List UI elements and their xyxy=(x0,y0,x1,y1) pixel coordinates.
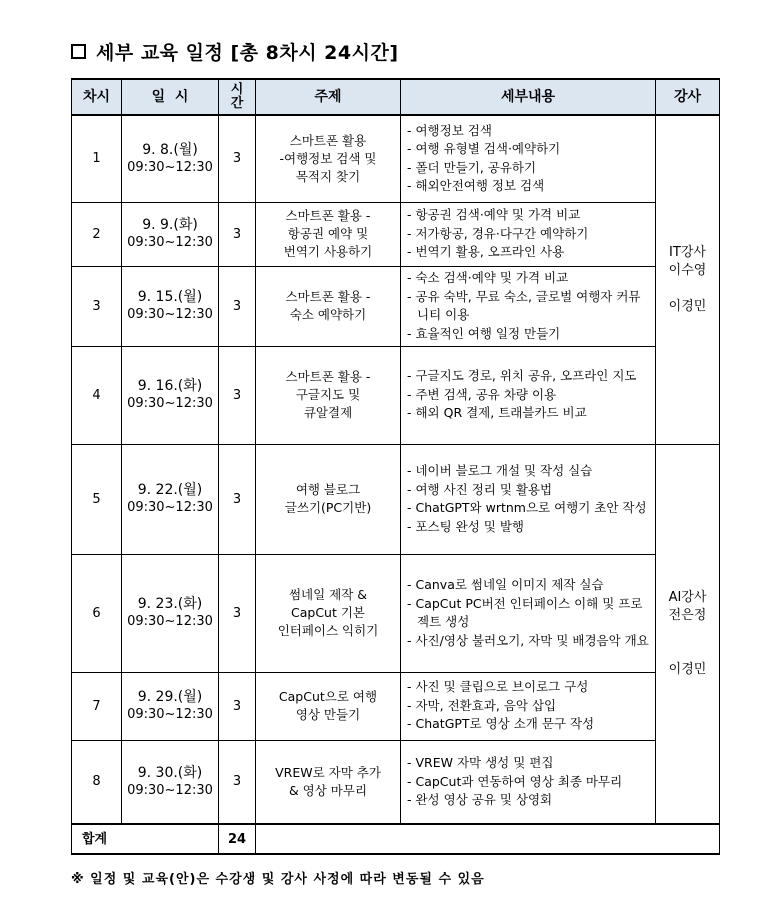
session-cell: 1 xyxy=(72,115,122,202)
session-cell: 5 xyxy=(72,444,122,554)
topic-cell xyxy=(256,202,401,266)
hours-cell: 3 xyxy=(219,266,256,346)
detail-cell xyxy=(401,554,656,672)
topic-cell xyxy=(256,672,401,740)
time-text: 09:30~12:30 xyxy=(127,614,213,629)
instructor-role: IT강사 xyxy=(669,244,706,260)
date-cell xyxy=(122,554,219,672)
hours-cell: 3 xyxy=(219,202,256,266)
instructor-name: 전은정 xyxy=(668,607,707,623)
instructor-cell-group2 xyxy=(656,444,720,824)
page-title-text: 세부 교육 일정 [총 8차시 24시간] xyxy=(96,41,399,64)
topic-line: & 영상 마무리 xyxy=(288,782,368,798)
topic-line: 숙소 예약하기 xyxy=(289,307,367,322)
topic-line: 스마트폰 활용 - xyxy=(285,208,371,223)
header-date: 일 시 xyxy=(122,79,219,115)
total-row xyxy=(72,824,720,854)
detail-cell xyxy=(401,202,656,266)
date-text: 9. 23.(화) xyxy=(137,596,203,612)
detail-item: - 완성 영상 공유 및 상영회 xyxy=(407,792,553,807)
detail-item: - 해외안전여행 정보 검색 xyxy=(407,178,545,194)
topic-line: VREW로 자막 추가 xyxy=(275,764,381,780)
topic-line: 인터페이스 익히기 xyxy=(277,623,379,638)
date-cell xyxy=(122,266,219,346)
table-row xyxy=(72,740,720,824)
session-cell: 2 xyxy=(72,202,122,266)
session-cell: 6 xyxy=(72,554,122,672)
date-cell xyxy=(122,115,219,202)
topic-line: 여행 블로그 xyxy=(295,482,361,497)
table-header-row xyxy=(72,79,720,115)
header-topic: 주제 xyxy=(256,79,401,115)
topic-line: CapCut으로 여행 xyxy=(278,689,378,704)
hours-cell: 3 xyxy=(219,672,256,740)
detail-cell xyxy=(401,346,656,444)
detail-item: - CapCut PC버전 인터페이스 이해 및 프로젝트 생성 xyxy=(407,595,643,629)
detail-item: - 항공권 검색·예약 및 가격 비교 xyxy=(407,207,581,223)
topic-line: 구글지도 및 xyxy=(295,387,361,402)
time-text: 09:30~12:30 xyxy=(127,782,213,798)
page-title xyxy=(71,38,399,64)
topic-line: 항공권 예약 및 xyxy=(287,226,369,241)
date-text: 9. 29.(월) xyxy=(137,689,203,705)
header-instructor: 강사 xyxy=(656,79,720,115)
date-cell xyxy=(122,740,219,824)
topic-cell xyxy=(256,444,401,554)
detail-item: - 여행 사진 정리 및 활용법 xyxy=(407,481,553,497)
hours-cell: 3 xyxy=(219,444,256,554)
instructor-role: AI강사 xyxy=(668,589,707,605)
header-hours xyxy=(219,79,256,115)
detail-item: - 숙소 검색·예약 및 가격 비교 xyxy=(407,270,569,285)
detail-item: - 자막, 전환효과, 음악 삽입 xyxy=(407,697,557,713)
detail-item: - 네이버 블로그 개설 및 작성 실습 xyxy=(407,463,593,478)
total-empty xyxy=(256,824,720,854)
detail-item: - 여행 유형별 검색·예약하기 xyxy=(407,141,561,157)
topic-line: 스마트폰 활용 - xyxy=(285,369,371,384)
topic-line: 글쓰기(PC기반) xyxy=(284,500,372,515)
date-text: 9. 22.(월) xyxy=(137,482,203,498)
header-hours-line1: 시 xyxy=(230,82,244,97)
detail-cell xyxy=(401,115,656,202)
table-row xyxy=(72,202,720,266)
detail-item: - Canva로 썸네일 이미지 제작 실습 xyxy=(407,577,604,592)
topic-line: CapCut 기본 xyxy=(291,605,365,620)
detail-item: - 저가항공, 경유·다구간 예약하기 xyxy=(407,225,589,241)
detail-cell xyxy=(401,740,656,824)
date-text: 9. 8.(월) xyxy=(142,141,198,158)
topic-cell xyxy=(256,346,401,444)
detail-item: - 공유 숙박, 무료 숙소, 글로벌 여행자 커뮤니티 이용 xyxy=(407,288,641,322)
instructor-name: 이경민 xyxy=(668,298,707,314)
topic-line: 영상 만들기 xyxy=(295,707,361,722)
hours-cell: 3 xyxy=(219,115,256,202)
date-text: 9. 15.(월) xyxy=(137,289,203,305)
header-hours-line2: 간 xyxy=(230,96,244,111)
header-detail: 세부내용 xyxy=(401,79,656,115)
detail-item: - CapCut과 연동하여 영상 최종 마무리 xyxy=(407,773,623,789)
detail-item: - 구글지도 경로, 위치 공유, 오프라인 지도 xyxy=(407,368,637,384)
instructor-cell-group1 xyxy=(656,115,720,444)
detail-item: - 사진/영상 불러오기, 자막 및 배경음악 개요 xyxy=(407,632,649,648)
table-row xyxy=(72,554,720,672)
detail-item: - 여행정보 검색 xyxy=(407,122,492,138)
topic-line: 번역기 사용하기 xyxy=(283,244,373,259)
time-text: 09:30~12:30 xyxy=(127,159,213,175)
time-text: 09:30~12:30 xyxy=(127,707,213,722)
topic-cell xyxy=(256,554,401,672)
time-text: 09:30~12:30 xyxy=(127,307,213,322)
session-cell: 7 xyxy=(72,672,122,740)
date-cell xyxy=(122,202,219,266)
schedule-table xyxy=(71,78,720,855)
total-label: 합계 xyxy=(72,824,219,854)
topic-cell xyxy=(256,115,401,202)
topic-line: 목적지 찾기 xyxy=(295,168,361,184)
time-text: 09:30~12:30 xyxy=(127,396,213,411)
date-cell xyxy=(122,672,219,740)
topic-line: 큐알결제 xyxy=(303,405,353,420)
topic-cell xyxy=(256,740,401,824)
date-cell xyxy=(122,346,219,444)
detail-cell xyxy=(401,266,656,346)
topic-line: 스마트폰 활용 - xyxy=(285,289,371,304)
session-cell: 3 xyxy=(72,266,122,346)
detail-cell xyxy=(401,672,656,740)
footnote: ※ 일정 및 교육(안)은 수강생 및 강사 사정에 따라 변동될 수 있음 xyxy=(71,872,485,887)
table-row xyxy=(72,346,720,444)
table-row xyxy=(72,444,720,554)
detail-item: - VREW 자막 생성 및 편집 xyxy=(407,755,554,770)
detail-cell xyxy=(401,444,656,554)
session-cell: 4 xyxy=(72,346,122,444)
hours-cell: 3 xyxy=(219,554,256,672)
time-text: 09:30~12:30 xyxy=(127,235,213,250)
detail-item: - ChatGPT로 영상 소개 문구 작성 xyxy=(407,716,595,732)
hours-cell: 3 xyxy=(219,740,256,824)
date-text: 9. 16.(화) xyxy=(137,378,203,394)
table-row xyxy=(72,266,720,346)
detail-item: - 주변 검색, 공유 차량 이용 xyxy=(407,386,557,402)
header-session: 차시 xyxy=(72,79,122,115)
detail-item: - ChatGPT와 wrtnm으로 여행기 초안 작성 xyxy=(407,500,647,515)
detail-item: - 포스팅 완성 및 발행 xyxy=(407,518,525,534)
hours-cell: 3 xyxy=(219,346,256,444)
date-cell xyxy=(122,444,219,554)
topic-line: 스마트폰 활용 xyxy=(289,132,367,148)
instructor-name: 이수영 xyxy=(668,262,707,278)
detail-item: - 효율적인 여행 일정 만들기 xyxy=(407,325,561,341)
detail-item: - 폴더 만들기, 공유하기 xyxy=(407,159,537,175)
total-hours: 24 xyxy=(219,824,256,854)
detail-item: - 해외 QR 결제, 트래블카드 비교 xyxy=(407,405,587,421)
date-text: 9. 9.(화) xyxy=(142,217,198,233)
detail-item: - 사진 및 클립으로 브이로그 구성 xyxy=(407,679,589,695)
topic-line: -여행정보 검색 및 xyxy=(279,150,377,166)
checkbox-square-icon xyxy=(71,44,86,59)
detail-item: - 번역기 활용, 오프라인 사용 xyxy=(407,244,565,260)
time-text: 09:30~12:30 xyxy=(127,500,213,515)
topic-line: 썸네일 제작 & xyxy=(288,587,368,602)
session-cell: 8 xyxy=(72,740,122,824)
topic-cell xyxy=(256,266,401,346)
date-text: 9. 30.(화) xyxy=(137,764,203,781)
table-row xyxy=(72,672,720,740)
table-row xyxy=(72,115,720,202)
instructor-name: 이경민 xyxy=(668,661,707,677)
